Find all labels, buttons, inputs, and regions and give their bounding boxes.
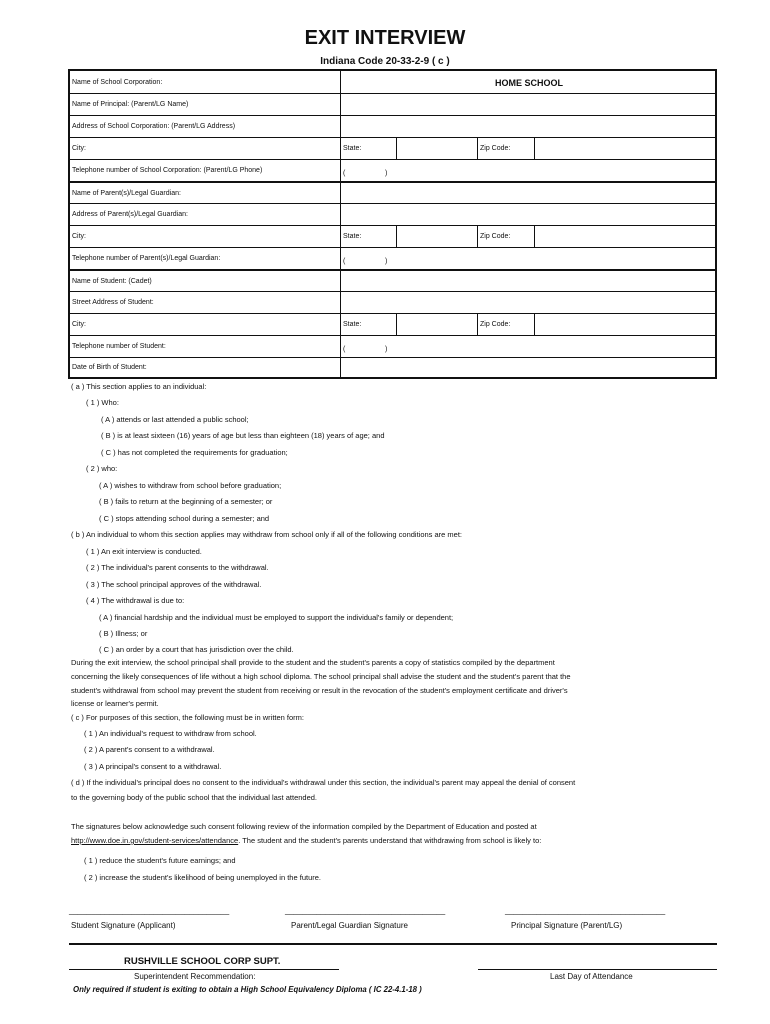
body-paragraph: During the exit interview, the school principal shall provide to the student and the student's parents a copy of statistics compiled by the department [71, 658, 555, 667]
body-line: ( 1 ) An individual's request to withdraw from school. [84, 729, 257, 738]
phone-paren-open: ( [343, 346, 346, 353]
body-line: ( 3 ) A principal's consent to a withdrawal. [84, 762, 222, 771]
form-row[interactable] [70, 115, 715, 137]
cell-divider [534, 138, 535, 160]
phone-paren-open: ( [343, 258, 346, 265]
field-label: Street Address of Student: [72, 299, 154, 306]
cell-divider [477, 226, 478, 248]
student-signature-caption: Student Signature (Applicant) [71, 921, 176, 930]
body-paragraph: to the governing body of the public school that the individual last attended. [71, 793, 318, 802]
state-label: State: [343, 233, 362, 240]
cell-divider [534, 226, 535, 248]
form-row[interactable] [70, 291, 715, 313]
footer-divider [69, 943, 717, 945]
ack-text: The signatures below acknowledge such consent following review of the information compiled by the Department of Education and posted at [71, 822, 537, 831]
form-row [70, 71, 715, 93]
section-c: ( c ) For purposes of this section, the following must be in written form: [71, 713, 305, 722]
section-d: ( d ) If the individual's principal does no consent to the individual's withdrawal under this section, the individual's parent may appeal the denial of consent [71, 778, 576, 787]
form-row[interactable] [70, 93, 715, 115]
body-line: ( B ) is at least sixteen (16) years of age but less than eighteen (18) years of age; and [101, 431, 385, 440]
form-row[interactable] [70, 269, 715, 291]
field-label: Telephone number of Parent(s)/Legal Guardian: [72, 255, 221, 262]
field-label: City: [72, 145, 86, 152]
body-line: ( 1 ) Who: [86, 398, 119, 407]
form-row[interactable] [70, 335, 715, 357]
phone-paren-close: ) [385, 258, 388, 265]
phone-paren-close: ) [385, 170, 388, 177]
doe-attendance-link[interactable]: http://www.doe.in.gov/student-services/attendance [71, 836, 239, 845]
section-b: ( b ) An individual to whom this section applies may withdraw from school only if all of the following conditions are met: [71, 530, 463, 539]
zip-label: Zip Code: [480, 145, 511, 152]
state-label: State: [343, 145, 362, 152]
field-label: Name of School Corporation: [72, 79, 163, 86]
supt-recommendation-label: Superintendent Recommendation: [134, 972, 256, 981]
form-row[interactable] [70, 159, 715, 181]
parent-signature-caption: Parent/Legal Guardian Signature [291, 921, 408, 930]
zip-label: Zip Code: [480, 233, 511, 240]
equivalency-note: Only required if student is exiting to obtain a High School Equivalency Diploma ( IC 22-4.1-18 ) [73, 985, 422, 994]
ack-item: ( 2 ) increase the student's likelihood of being unemployed in the future. [84, 873, 321, 882]
ack-item: ( 1 ) reduce the student's future earnings; and [84, 856, 236, 865]
form-row[interactable] [70, 247, 715, 269]
body-paragraph: student's withdrawal from school may prevent the student from receiving or result in the revocation of the student's employment certificate and driver's [71, 686, 568, 695]
last-day-line[interactable] [478, 969, 717, 970]
page-title: EXIT INTERVIEW [304, 27, 466, 49]
cell-divider [396, 138, 397, 160]
cell-divider [396, 226, 397, 248]
field-label: Name of Principal: (Parent/LG Name) [72, 101, 189, 108]
body-line: ( B ) fails to return at the beginning of a semester; or [99, 497, 273, 506]
body-line: ( 3 ) The school principal approves of the withdrawal. [86, 580, 262, 589]
student-signature-line[interactable]: ____________________________________ [69, 906, 230, 915]
body-line: ( A ) wishes to withdraw from school before graduation; [99, 481, 282, 490]
section-a: ( a ) This section applies to an individual: [71, 382, 207, 391]
form-row[interactable] [70, 357, 715, 377]
field-label: Telephone number of School Corporation: (Parent/LG Phone) [72, 167, 263, 174]
form-row[interactable] [70, 181, 715, 203]
body-line: ( C ) stops attending school during a semester; and [99, 514, 270, 523]
cell-divider [396, 314, 397, 336]
exit-interview-form [68, 69, 717, 379]
supt-signature-line[interactable] [69, 969, 339, 970]
body-line: ( 2 ) A parent's consent to a withdrawal. [84, 745, 215, 754]
body-line: ( C ) an order by a court that has jurisdiction over the child. [99, 645, 294, 654]
state-label: State: [343, 321, 362, 328]
body-paragraph: concerning the likely consequences of life without a high school diploma. The school principal shall advise the student and the student's parent that the [71, 672, 571, 681]
body-line: ( A ) attends or last attended a public school; [101, 415, 249, 424]
field-label: City: [72, 233, 86, 240]
field-label: City: [72, 321, 86, 328]
page-subtitle: Indiana Code 20-33-2-9 ( c ) [320, 56, 450, 67]
parent-signature-line[interactable]: ____________________________________ [285, 906, 446, 915]
body-line: ( A ) financial hardship and the individual must be employed to support the individual's family or dependent; [99, 613, 454, 622]
phone-paren-close: ) [385, 346, 388, 353]
field-label: Telephone number of Student: [72, 343, 166, 350]
form-row[interactable] [70, 313, 715, 335]
principal-signature-caption: Principal Signature (Parent/LG) [511, 921, 623, 930]
zip-label: Zip Code: [480, 321, 511, 328]
ack-text-rest: . The student and the student's parents understand that withdrawing from school is likely to: [238, 836, 542, 845]
last-day-label: Last Day of Attendance [550, 972, 633, 981]
principal-signature-line[interactable]: ____________________________________ [505, 906, 666, 915]
superintendent-name: RUSHVILLE SCHOOL CORP SUPT. [124, 956, 281, 967]
body-line: ( 2 ) who: [86, 464, 118, 473]
phone-paren-open: ( [343, 170, 346, 177]
body-line: ( B ) Illness; or [99, 629, 148, 638]
field-label: Name of Student: (Cadet) [72, 278, 152, 285]
ack-text-line2 [71, 836, 541, 845]
body-line: ( 2 ) The individual's parent consents to the withdrawal. [86, 563, 269, 572]
cell-divider [477, 138, 478, 160]
body-line: ( 4 ) The withdrawal is due to: [86, 596, 185, 605]
body-paragraph: license or learner's permit. [71, 699, 159, 708]
field-label: Date of Birth of Student: [72, 364, 147, 371]
form-row[interactable] [70, 137, 715, 159]
field-label: Name of Parent(s)/Legal Guardian: [72, 190, 181, 197]
body-line: ( C ) has not completed the requirements for graduation; [101, 448, 288, 457]
cell-divider [477, 314, 478, 336]
body-line: ( 1 ) An exit interview is conducted. [86, 547, 202, 556]
form-row[interactable] [70, 225, 715, 247]
home-school-label: HOME SCHOOL [494, 78, 563, 88]
field-label: Address of Parent(s)/Legal Guardian: [72, 211, 188, 218]
form-row[interactable] [70, 203, 715, 225]
cell-divider [534, 314, 535, 336]
field-label: Address of School Corporation: (Parent/LG Address) [72, 123, 236, 130]
